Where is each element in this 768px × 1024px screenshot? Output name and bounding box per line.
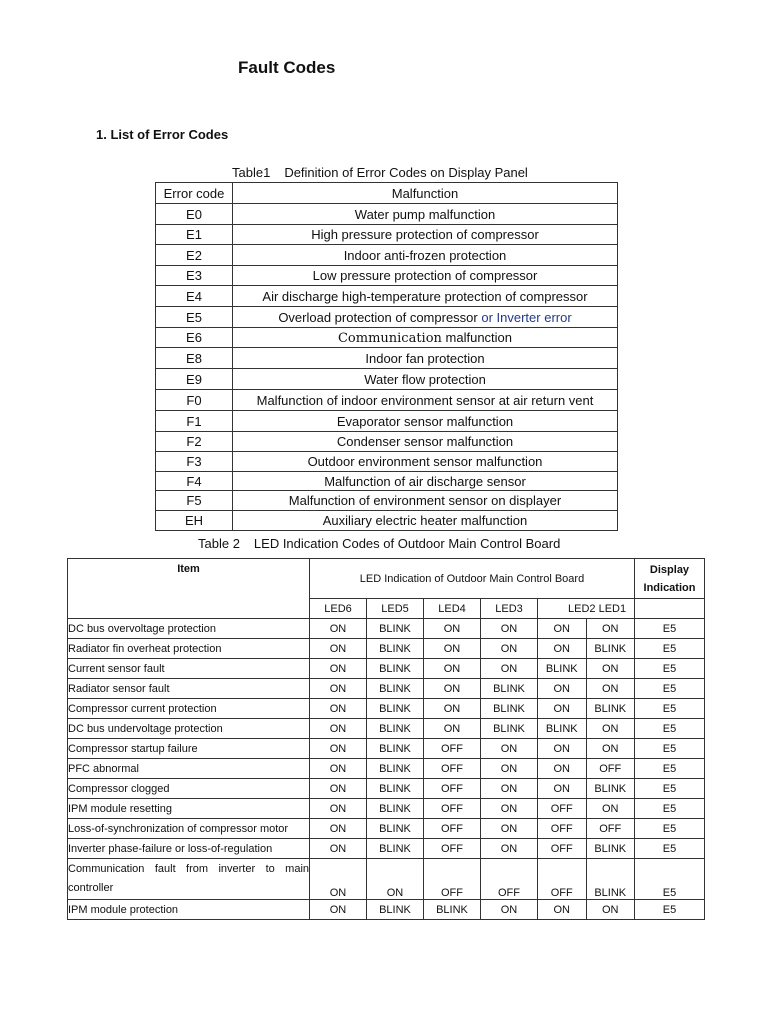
error-code: F2 <box>156 432 233 452</box>
header-led3: LED3 <box>481 599 538 619</box>
header-display-line2: Indication <box>643 581 696 594</box>
header-led2-led1: LED2 LED1 <box>538 599 635 619</box>
table-row <box>156 225 618 245</box>
error-code: F3 <box>156 452 233 472</box>
led-state: ON <box>538 679 587 699</box>
display-indication: E5 <box>635 719 705 739</box>
item-name-line2: controller <box>68 882 114 894</box>
led-state: OFF <box>538 819 587 839</box>
display-indication: E5 <box>635 739 705 759</box>
table1-caption-label: Table1 <box>232 165 271 180</box>
led-state: OFF <box>481 859 538 900</box>
table-row <box>156 204 618 225</box>
table-row <box>156 245 618 266</box>
display-indication: E5 <box>635 639 705 659</box>
led-state: BLINK <box>367 739 424 759</box>
led-state: BLINK <box>367 659 424 679</box>
error-code: E8 <box>156 348 233 369</box>
led-state: ON <box>538 759 587 779</box>
led-state: BLINK <box>424 900 481 920</box>
led-state: ON <box>424 679 481 699</box>
led-state: BLINK <box>586 859 635 900</box>
led-state: ON <box>481 799 538 819</box>
display-indication: E5 <box>635 819 705 839</box>
item-name: Compressor clogged <box>68 779 310 799</box>
led-state: BLINK <box>481 719 538 739</box>
table2-caption-text: LED Indication Codes of Outdoor Main Control Board <box>253 536 561 551</box>
led-state: BLINK <box>367 619 424 639</box>
table-row <box>156 328 618 348</box>
led-state: ON <box>310 659 367 679</box>
led-state: OFF <box>538 839 587 859</box>
led-state: OFF <box>424 779 481 799</box>
table-row <box>156 411 618 432</box>
item-name: Compressor startup failure <box>68 739 310 759</box>
led-indication-table <box>67 558 705 920</box>
item-name: DC bus undervoltage protection <box>68 719 310 739</box>
led-state: ON <box>586 739 635 759</box>
display-indication: E5 <box>635 759 705 779</box>
header-malfunction: Malfunction <box>233 183 618 204</box>
header-led6: LED6 <box>310 599 367 619</box>
led-state: BLINK <box>367 839 424 859</box>
table-row <box>156 432 618 452</box>
header-led4: LED4 <box>424 599 481 619</box>
led-state: ON <box>586 679 635 699</box>
table-row <box>156 390 618 411</box>
led-state: ON <box>310 839 367 859</box>
led-state: ON <box>481 819 538 839</box>
header-display-line1: Display <box>649 563 690 576</box>
led-state: ON <box>538 900 587 920</box>
malfunction: Indoor anti-frozen protection <box>233 245 618 266</box>
error-code: E4 <box>156 286 233 307</box>
item-name <box>68 859 310 900</box>
item-name: IPM module resetting <box>68 799 310 819</box>
table-row <box>156 511 618 531</box>
error-code: F4 <box>156 472 233 491</box>
led-state: OFF <box>538 859 587 900</box>
header-led5: LED5 <box>367 599 424 619</box>
led-state: ON <box>481 659 538 679</box>
header-display-blank <box>635 599 705 619</box>
led-state: BLINK <box>367 900 424 920</box>
table-row <box>68 900 705 920</box>
table-row <box>68 719 705 739</box>
led-state: ON <box>424 719 481 739</box>
led-state: ON <box>586 719 635 739</box>
table-row <box>68 859 705 900</box>
malfunction <box>233 307 618 328</box>
led-state: BLINK <box>586 699 635 719</box>
error-code: E2 <box>156 245 233 266</box>
table-row <box>156 369 618 390</box>
error-code: F0 <box>156 390 233 411</box>
led-state: OFF <box>586 819 635 839</box>
led-state: ON <box>538 779 587 799</box>
led-state: OFF <box>424 799 481 819</box>
item-name: Loss-of-synchronization of compressor motor <box>68 819 310 839</box>
display-indication: E5 <box>635 779 705 799</box>
malfunction: Indoor fan protection <box>233 348 618 369</box>
led-state: ON <box>586 619 635 639</box>
malfunction: High pressure protection of compressor <box>233 225 618 245</box>
led-state: BLINK <box>538 719 587 739</box>
header-led-group: LED Indication of Outdoor Main Control Board <box>310 559 635 599</box>
display-indication: E5 <box>635 699 705 719</box>
header-error-code: Error code <box>156 183 233 204</box>
led-state: ON <box>586 659 635 679</box>
malfunction: Water flow protection <box>233 369 618 390</box>
led-state: ON <box>310 639 367 659</box>
led-state: ON <box>481 639 538 659</box>
error-code: EH <box>156 511 233 531</box>
led-state: OFF <box>586 759 635 779</box>
led-state: ON <box>310 779 367 799</box>
malfunction: Malfunction of indoor environment sensor at air return vent <box>233 390 618 411</box>
led-state: OFF <box>424 819 481 839</box>
led-state: ON <box>424 699 481 719</box>
led-state: BLINK <box>367 679 424 699</box>
malfunction-text: Communication <box>337 330 442 346</box>
led-state: OFF <box>424 839 481 859</box>
led-state: ON <box>310 719 367 739</box>
table-row <box>156 307 618 328</box>
led-state: ON <box>310 900 367 920</box>
led-state: ON <box>424 619 481 639</box>
table-row <box>156 348 618 369</box>
led-state: ON <box>538 699 587 719</box>
error-code: E3 <box>156 266 233 286</box>
error-code: E9 <box>156 369 233 390</box>
led-state: ON <box>310 679 367 699</box>
led-state: ON <box>310 799 367 819</box>
item-name: Compressor current protection <box>68 699 310 719</box>
table-row <box>68 839 705 859</box>
item-name: IPM module protection <box>68 900 310 920</box>
item-name: PFC abnormal <box>68 759 310 779</box>
led-state: ON <box>310 619 367 639</box>
header-display <box>635 559 705 599</box>
table-row <box>156 472 618 491</box>
error-code: E5 <box>156 307 233 328</box>
malfunction: Water pump malfunction <box>233 204 618 225</box>
table-row <box>68 759 705 779</box>
malfunction: Outdoor environment sensor malfunction <box>233 452 618 472</box>
item-name: Inverter phase-failure or loss-of-regulation <box>68 839 310 859</box>
table-row <box>68 659 705 679</box>
malfunction: Evaporator sensor malfunction <box>233 411 618 432</box>
led-state: BLINK <box>586 779 635 799</box>
table-row <box>68 799 705 819</box>
led-state: BLINK <box>367 819 424 839</box>
led-state: BLINK <box>367 759 424 779</box>
error-code: E1 <box>156 225 233 245</box>
display-indication: E5 <box>635 859 705 900</box>
led-state: OFF <box>424 859 481 900</box>
table-row <box>68 699 705 719</box>
error-codes-table <box>155 182 618 531</box>
led-state: ON <box>586 900 635 920</box>
item-name: Current sensor fault <box>68 659 310 679</box>
led-state: OFF <box>424 739 481 759</box>
led-state: ON <box>538 739 587 759</box>
table-row <box>156 491 618 511</box>
header-item: Item <box>68 559 310 619</box>
item-name: DC bus overvoltage protection <box>68 619 310 639</box>
led-state: ON <box>310 699 367 719</box>
led-state: ON <box>538 639 587 659</box>
led-state: ON <box>310 819 367 839</box>
malfunction: Malfunction of environment sensor on displayer <box>233 491 618 511</box>
led-state: ON <box>310 759 367 779</box>
display-indication: E5 <box>635 900 705 920</box>
error-code: F5 <box>156 491 233 511</box>
led-state: BLINK <box>367 799 424 819</box>
led-state: ON <box>310 859 367 900</box>
error-code: E6 <box>156 328 233 348</box>
table1-caption <box>232 165 528 180</box>
led-state: OFF <box>424 759 481 779</box>
led-state: ON <box>481 839 538 859</box>
table-row <box>156 266 618 286</box>
malfunction-extra: malfunction <box>441 329 513 345</box>
led-state: ON <box>367 859 424 900</box>
led-state: BLINK <box>367 719 424 739</box>
table-row <box>156 452 618 472</box>
item-name: Radiator sensor fault <box>68 679 310 699</box>
table-row <box>68 779 705 799</box>
led-state: OFF <box>538 799 587 819</box>
table-header-row <box>156 183 618 204</box>
led-state: ON <box>481 619 538 639</box>
error-code: E0 <box>156 204 233 225</box>
led-state: ON <box>481 900 538 920</box>
table2-caption-label: Table 2 <box>198 536 240 551</box>
led-state: BLINK <box>586 639 635 659</box>
led-state: ON <box>310 739 367 759</box>
display-indication: E5 <box>635 839 705 859</box>
led-state: ON <box>424 659 481 679</box>
malfunction: Malfunction of air discharge sensor <box>233 472 618 491</box>
led-state: ON <box>538 619 587 639</box>
display-indication: E5 <box>635 799 705 819</box>
table-row <box>68 639 705 659</box>
malfunction: Air discharge high-temperature protection of compressor <box>233 286 618 307</box>
malfunction-extra: or Inverter error <box>477 309 572 325</box>
led-state: BLINK <box>481 699 538 719</box>
table-row <box>156 286 618 307</box>
malfunction: Auxiliary electric heater malfunction <box>233 511 618 531</box>
display-indication: E5 <box>635 619 705 639</box>
table1-caption-text: Definition of Error Codes on Display Panel <box>284 165 528 180</box>
table-row <box>68 679 705 699</box>
led-state: BLINK <box>367 699 424 719</box>
led-state: BLINK <box>586 839 635 859</box>
led-state: BLINK <box>481 679 538 699</box>
table-row <box>68 739 705 759</box>
error-code: F1 <box>156 411 233 432</box>
malfunction <box>233 328 618 348</box>
led-state: ON <box>481 779 538 799</box>
item-name-line1: Communication fault from inverter to main <box>68 863 309 875</box>
table-row <box>68 819 705 839</box>
display-indication: E5 <box>635 659 705 679</box>
table2-caption <box>198 536 560 551</box>
led-state: ON <box>481 739 538 759</box>
led-state: ON <box>424 639 481 659</box>
page-title: Fault Codes <box>238 58 336 77</box>
led-state: BLINK <box>538 659 587 679</box>
display-indication: E5 <box>635 679 705 699</box>
malfunction: Low pressure protection of compressor <box>233 266 618 286</box>
item-name: Radiator fin overheat protection <box>68 639 310 659</box>
led-state: ON <box>481 759 538 779</box>
table-row <box>68 619 705 639</box>
table-header-row <box>68 559 705 599</box>
malfunction: Condenser sensor malfunction <box>233 432 618 452</box>
led-state: BLINK <box>367 639 424 659</box>
led-state: BLINK <box>367 779 424 799</box>
section-title: 1. List of Error Codes <box>96 127 229 142</box>
led-state: ON <box>586 799 635 819</box>
malfunction-text: Overload protection of compressor <box>278 309 478 325</box>
